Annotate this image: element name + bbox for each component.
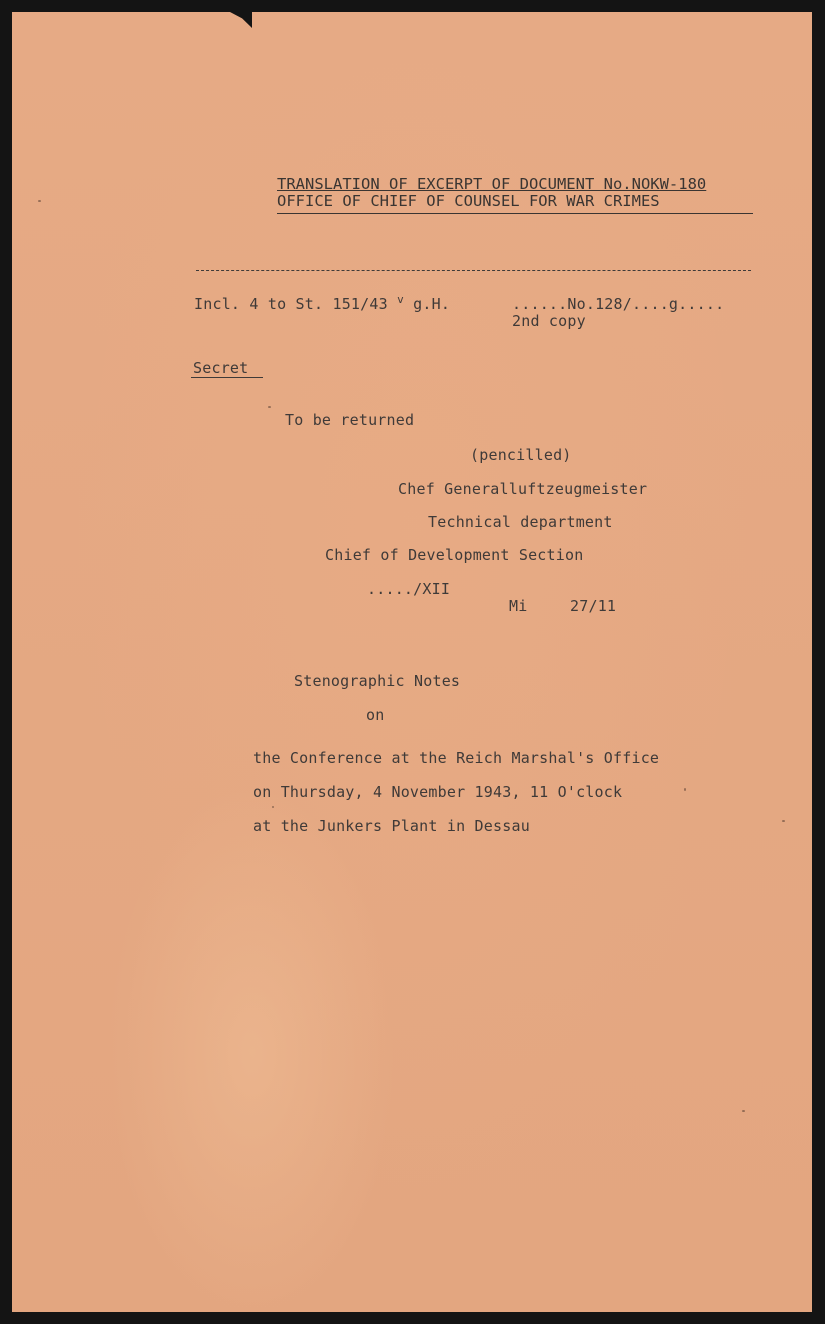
classification-label: Secret xyxy=(193,359,249,377)
pencilled-note: (pencilled) xyxy=(470,446,572,464)
title-line-3: the Conference at the Reich Marshal's Office xyxy=(253,749,660,767)
header-line-1: TRANSLATION OF EXCERPT OF DOCUMENT No.NOKW-180 xyxy=(277,175,707,193)
routing-line-4: ...../XII xyxy=(367,580,451,598)
return-note: To be returned xyxy=(285,411,415,429)
inclosure-suffix: g.H. xyxy=(413,295,451,313)
paper-speck xyxy=(268,406,271,408)
routing-line-3: Chief of Development Section xyxy=(325,546,584,564)
inclosure-superscript: v xyxy=(397,293,404,306)
title-line-2: on xyxy=(366,706,385,724)
paper-speck xyxy=(38,200,41,202)
title-line-5: at the Junkers Plant in Dessau xyxy=(253,817,530,835)
header-underline xyxy=(277,213,753,214)
title-line-1: Stenographic Notes xyxy=(294,672,461,690)
routing-initials: Mi xyxy=(509,597,528,615)
header-line-2: OFFICE OF CHIEF OF COUNSEL FOR WAR CRIMES xyxy=(277,192,660,210)
routing-line-1: Chef Generalluftzeugmeister xyxy=(398,480,648,498)
inclosure-reference xyxy=(194,293,451,314)
paper-speck xyxy=(684,788,686,791)
paper-speck xyxy=(742,1110,745,1112)
document-header xyxy=(277,176,706,210)
routing-date: 27/11 xyxy=(570,597,617,615)
paper-speck xyxy=(782,820,785,822)
document-number: ......No.128/....g..... xyxy=(512,295,725,313)
title-line-4: on Thursday, 4 November 1943, 11 O'clock xyxy=(253,783,623,801)
inclosure-text: Incl. 4 to St. 151/43 xyxy=(194,295,388,313)
dashed-separator xyxy=(196,270,751,271)
paper-speck xyxy=(272,806,274,808)
classification-underline xyxy=(191,377,263,378)
routing-line-2: Technical department xyxy=(428,513,613,531)
copy-number: 2nd copy xyxy=(512,312,586,330)
